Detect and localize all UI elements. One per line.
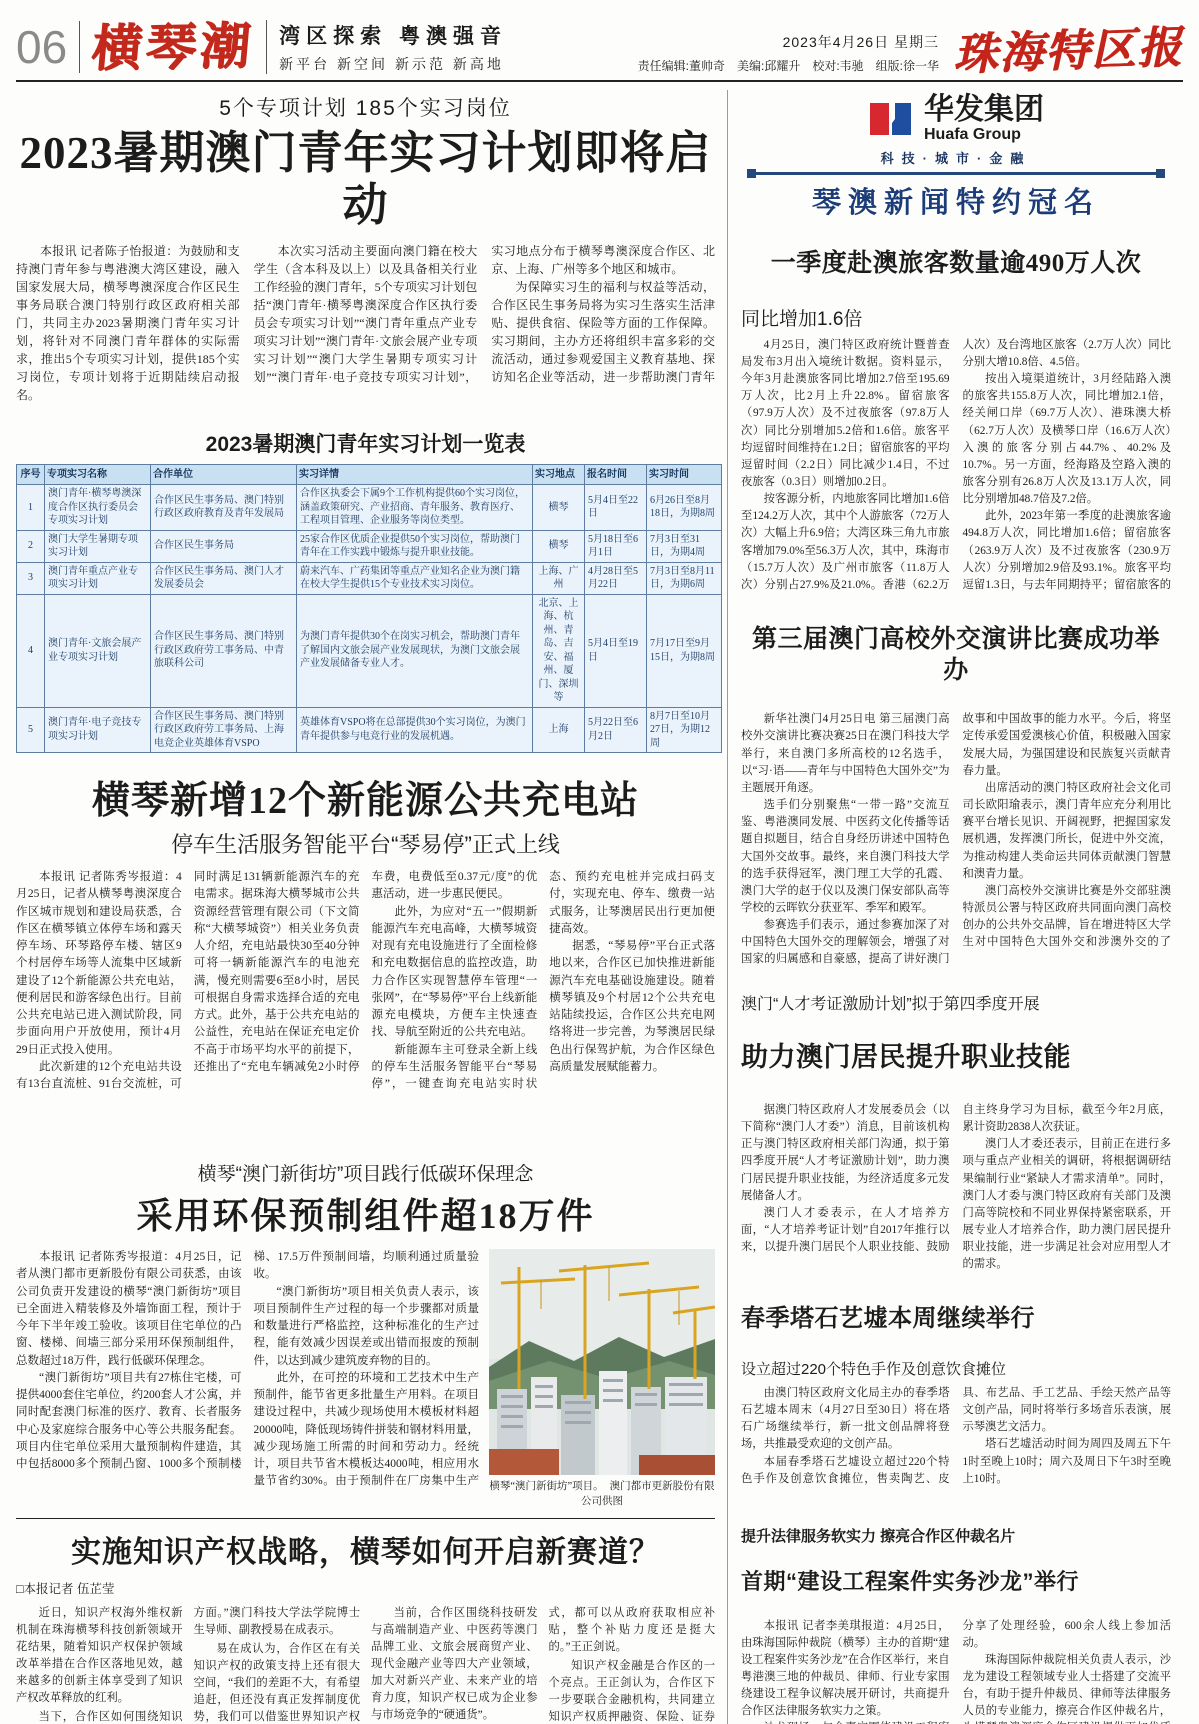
paragraph: 式，都可以从政府获取相应补贴，整个补贴力度还是挺大的。”王正剑说。 (548, 1607, 715, 1653)
huafa-name-en: Huafa Group (924, 125, 1021, 143)
table-title: 2023暑期澳门青年实习计划一览表 (205, 432, 526, 456)
table-cell: 上海 (533, 707, 585, 753)
table-cell: 2 (17, 530, 45, 562)
paragraph: 本报讯 记者陈子怡报道：为鼓励和支持澳门青年参与粤港澳大湾区建设，融入国家发展大局，横琴粤澳深度合作区民生事务局联合澳门特别行政区政府相关部门，共同主办2023暑期澳门青年实习计划，将针对不同澳门青年群体的实际需求，推出5个专项实习计划，提供185个实习岗位，专项计划将于近期陆续启动报名。 (16, 243, 240, 402)
article-body (741, 1385, 1171, 1513)
col-header: 专项实习名称 (45, 464, 151, 485)
table-cell: 北京、上海、杭州、青岛、吉安、福州、厦门、深圳等 (533, 594, 585, 707)
article-talent (741, 991, 1171, 1280)
divider (79, 21, 80, 73)
paragraph: 新能源车主可登录全新上线的停车生活服务智能平台“琴易停”，一键查询充电站实时状态、预约充电桩并完成扫码支付，实现充电、停车、缴费一站式服务，让琴澳居民出行更加便捷高效。 (371, 871, 715, 1090)
article-internship (16, 92, 715, 753)
huafa-name-cn: 华发集团 (924, 93, 1044, 126)
huafa-logo-text (924, 94, 1044, 144)
table-row (17, 594, 722, 707)
paragraph: 按出入境渠道统计，3月经陆路入澳的旅客共155.8万人次，同比增加2.1倍，经关闸口岸（69.7万人次）、港珠澳大桥（62.7万人次）及横琴口岸（16.6万人次）入澳的旅客分别占44.7%、40.2%及10.7%。另一方面，经海路及空路入澳的旅客分别有26.8万人次及13.1万人次，同比分别增加48.7倍及7.2倍。 (962, 373, 1171, 506)
paragraph: 本报讯 记者陈秀岑报道：4月25日，记者从澳门都市更新股份有限公司获悉，由该公司负责开发建设的横琴“澳门新街坊”项目已全面进入精装修及外墙饰面工程，预计于今年下半年竣工验收。该项目住宅单位的凸窗、楼梯、间墙三部分采用环保预制组件，总数超过18万件，践行低碳环保理念。 (16, 1251, 242, 1367)
table-cell: 合作区民生事务局 (151, 530, 297, 562)
table-cell: 合作区民生事务局、澳门特别行政区政府劳工事务局、上海电竞企业英雄体育VSPO (151, 707, 297, 753)
article-body (741, 711, 1171, 979)
paragraph: 知识产权金融是合作区的一个亮点。王正剑认为，合作区下一步要联合金融机构，共同建立知识产权质押融资、保险、证券 (548, 1659, 715, 1723)
article-kicker: 5个专项计划 185个实习岗位 (219, 97, 512, 120)
issue-date: 2023年4月26日 星期三 (782, 34, 939, 50)
col-header: 实习时间 (647, 464, 722, 485)
article-kicker: 提升法律服务软实力 擦亮合作区仲裁名片 (741, 1528, 1016, 1545)
paragraph: 分享了处理经验，600余人线上参加活动。 (962, 1619, 1171, 1649)
table-cell: 英雄体育VSPO将在总部提供30个实习岗位，为澳门青年提供参与电竞行业的发展机遇。 (297, 707, 533, 753)
table-cell: 1 (17, 485, 45, 531)
body-column-2 (194, 1605, 361, 1724)
table-cell: 5 (17, 707, 45, 753)
huafa-logo-icon (868, 96, 914, 142)
paragraph: 方面。”澳门科技大学法学院博士生导师、副教授易在成表示。 (193, 1607, 360, 1636)
article-body (16, 1605, 715, 1724)
paragraph: 参赛选手们表示，通过参赛加深了对中国特色大国外交的理解领会，增强了对国家的归属感和自豪感，提高了讲好澳门故事和中国故事的能力水平。今后，将坚定传承爱国爱澳核心价值，积极融入国家发展大局，为强国建设和民族复兴贡献青春力量。 (741, 713, 1171, 966)
article-subhead: 设立超过220个特色手作及创意饮食摊位 (741, 1361, 1007, 1378)
table-cell: 澳门青年重点产业专项实习计划 (45, 562, 151, 594)
paragraph: 此外，为应对“五一”假期新能源汽车充电高峰，大横琴城资对现有充电设施进行了全面检修和充电数据信息的监控改造，助力合作区实现智慧停车管理“一张网”，在“琴易停”平台上线新能源充电模块，方便车主快速查找、导航至附近的公共充电站。 (371, 905, 538, 1039)
article-salon (741, 1525, 1171, 1724)
article-subhead: 同比增加1.6倍 (741, 308, 863, 330)
article-body (741, 1102, 1171, 1280)
construction-photo (489, 1249, 715, 1475)
paragraph: 本次实习活动主要面向澳门籍在校大学生（含本科及以上）以及具备相关行业工作经验的澳门青年，5个专项实习计划包括“澳门青年·横琴粤澳深度合作区执行委员会专项实习计划”“澳门青年重点产业专项实习计划”“澳门青年·文旅会展产业专项实习计划”“澳门大学生暑期专项实习计划”“澳门青年·电子竞技专项实习计划”，实习地点分布于横琴粤澳深度合作区、北京、上海、广州等多个地区和城市。 (253, 243, 715, 384)
article-visitors (741, 248, 1171, 599)
table-cell: 7月3日至31日，为期4周 (647, 530, 722, 562)
article-headline: 春季塔石艺墟本周继续举行 (741, 1306, 1035, 1332)
masthead-block (16, 17, 508, 77)
article-headline: 第三届澳门高校外交演讲比赛成功举办 (751, 625, 1160, 684)
paragraph: 澳门高校外交演讲比赛是外交部驻澳特派员公署与特区政府共同面向澳门高校创办的公共外交品牌，旨在增进特区大学生对中国特色大国外交和涉澳外交的了 (962, 884, 1171, 949)
table-cell: 5月4日至19日 (585, 594, 647, 707)
col-header: 实习详情 (297, 464, 533, 485)
table-cell: 5月4日至22日 (585, 485, 647, 531)
article-subhead: 停车生活服务智能平台“琴易停”正式上线 (171, 832, 560, 857)
table-row (17, 530, 722, 562)
table-cell: 合作区执委会下属9个工作机构提供60个实习岗位，涵盖政策研究、产业招商、青年服务、教育医疗、工程项目管理、企业服务等岗位类型。 (297, 485, 533, 531)
table-cell: 7月17日至9月15日，为期8周 (647, 594, 722, 707)
article-headline: 横琴新增12个新能源公共充电站 (91, 780, 639, 822)
internship-table (16, 464, 722, 754)
table-row (17, 485, 722, 531)
table-row (17, 707, 722, 753)
huafa-tagline: 科技·城市·金融 (880, 150, 1032, 166)
dateline (638, 32, 939, 74)
table-row (17, 562, 722, 594)
paragraph: 近日，知识产权海外维权新机制在珠海横琴科技创新领域开花结果，随着知识产权保护领域改革举措在合作区落地见效，越来越多的创新主体享受到了知识产权改革释放的红利。 (16, 1607, 183, 1704)
paragraph: 据悉，“琴易停”平台正式落地以来，合作区已加快推进新能源汽车充电基础设施建设。随着横琴镇及9个村居12个公共充电站陆续投运，合作区公共充电网络将进一步完善，为琴澳居民绿色出行保驾护航，为合作区绿色高质量发展赋能蓄力。 (549, 940, 715, 1073)
table-cell: 7月3日至8月11日，为期6周 (647, 562, 722, 594)
paragraph: 据澳门特区政府人才发展委员会（以下简称“澳门人才委”）消息，目前该机构正与澳门特区政府相关部门沟通，拟于第四季度开展“人才考证激励计划”，助力澳门居民提升职业技能，为经济适度多元发展储备人才。 (741, 1104, 950, 1202)
article-headline: 2023暑期澳门青年实习计划即将启动 (19, 128, 712, 230)
paragraph: 此外，2023年第一季度的赴澳旅客逾494.8万人次，同比增加1.6倍；留宿旅客（263.9万人次）及不过夜旅客（230.9万人次）分别增加2.9倍及93.1%。旅客平均逗留1.3日，与去年同期持平；留宿旅客的 (962, 510, 1171, 591)
table-cell: 3 (17, 562, 45, 594)
article-kicker: 澳门“人才考证激励计划”拟于第四季度开展 (741, 996, 1040, 1014)
table-cell: 合作区民生事务局、澳门人才发展委员会 (151, 562, 297, 594)
paragraph: 澳门人才委表示，在人才培养方面，“人才培养考证计划”自2017年推行以来，以提升澳门居民个人职业技能、鼓励自主终身学习为目标，截至今年2月底，累计资助2838人次获证。 (741, 1104, 1171, 1254)
table-cell: 合作区民生事务局、澳门特别行政区政府劳工事务局、中青旅联科公司 (151, 594, 297, 707)
slogan-primary: 湾区探索 粤澳强音 (279, 25, 508, 48)
page-content (16, 90, 1183, 1724)
table-cell: 上海、广州 (533, 562, 585, 594)
table-cell: 澳门青年·横琴粤澳深度合作区执行委员会专项实习计划 (45, 485, 151, 531)
paragraph: 本报讯 记者陈秀岑报道：4月25日，记者从横琴粤澳深度合作区城市规划和建设局获悉，合作区在横琴镇立体停车场和露天停车场、环琴路停车楼、辖区9个村居停车场等人流集中区域新建设了12个新能源公共充电站，便利居民和游客绿色出行。目前公共充电站已进入测试阶段，同步面向用户开放使用，预计4月29日正式投入使用。 (16, 871, 182, 1056)
paragraph: 珠海国际仲裁院相关负责人表示，沙龙为建设工程领域专业人士搭建了交流平台，有助于提升仲裁员、律师等法律服务人员的专业能力，擦亮合作区仲裁名片， (962, 1653, 1171, 1718)
article-body (741, 337, 1171, 599)
col-header: 序号 (17, 464, 45, 485)
huafa-sponsor-block (741, 90, 1171, 223)
article-prefab (16, 1159, 715, 1508)
table-cell: 为澳门青年提供30个在岗实习机会，帮助澳门青年了解国内文旅会展产业发展现状，为澳门文旅会展产业发展储备专业人才。 (297, 594, 533, 707)
paragraph: 当下，合作区如何围绕知识 (38, 1710, 183, 1723)
table-cell: 横琴 (533, 485, 585, 531)
paragraph: 选手们分别聚焦“一带一路”交流互鉴、粤港澳同发展、中医药文化传播等话题自拟题目，结合自身经历讲述中国特色大国外交故事。最终，来自澳门科技大学的选手获得冠军，澳门理工大学的孔霞、澳门大学的赵于仪以及澳门保安部队高等学校的云晖钦分获亚军、季军和殿军。 (741, 799, 950, 914)
paragraph: 此次新建的12个充电站共设有13台直流桩、91台交流桩，可同时满足131辆新能源汽车的充电需求。据珠海大横琴城市公共资源经营管理有限公司（下文简称“大横琴城资”）相关业务负责人介绍，充电站最快30至40分钟可将一辆新能源汽车的电池充满，慢充则需要6至8小时，居民可根据自身需求选择合适的充电方式。此外，基于公共充电站的公益性，充电站在保证充电定价不高于市场平均水平的前提下，还推出了“充电车辆减免2小时停车费，电费低至0.37元/度”的优惠活动，进一步惠民便民。 (16, 871, 538, 1090)
newspaper-name: 珠海特区报 (952, 23, 1184, 80)
banner-divider (749, 172, 1163, 175)
section-slogans (266, 20, 507, 74)
article-kicker: 横琴“澳门新街坊”项目践行低碳环保理念 (197, 1164, 534, 1185)
paper-info (637, 23, 1184, 80)
col-header: 实习地点 (533, 464, 585, 485)
col-header: 合作单位 (151, 464, 297, 485)
paragraph: 按客源分析，内地旅客同比增加1.6倍至124.2万人次，其中个人游旅客（72万人次）大幅上升6.9倍；大湾区珠三角九市旅客增加79.0%至56.3万人次，其中，珠海市（15.7万人次）及广州市旅客（11.8万人次）分别占27.9%及21.0%。香港（62.2万人次）及台湾地区旅客（2.7万人次）同比分别大增10.8倍、4.5倍。 (741, 338, 1171, 591)
paragraph: 由澳门特区政府文化局主办的春季塔石艺墟本周末（4月27日至30日）将在塔石广场继续举行，新一批文创品牌将登场，共推最受欢迎的文创产品。 (741, 1387, 950, 1451)
table-cell: 蔚来汽车、广药集团等重点产业知名企业为澳门籍在校大学生提供15个专业技术实习岗位。 (297, 562, 533, 594)
article-headline: 实施知识产权战略，横琴如何开启新赛道？ (71, 1536, 660, 1569)
right-column (728, 90, 1171, 1724)
table-cell: 澳门青年·电子竞技专项实习计划 (45, 707, 151, 753)
table-cell: 横琴 (533, 530, 585, 562)
body-column-3 (371, 1605, 538, 1724)
photo-credit: 澳门都市更新股份有限公司供图 (581, 1480, 715, 1507)
paragraph: “澳门新街坊”项目相关负责人表示，该项目预制件生产过程的每一个步骤都对质量和数量进行严格监控，这种标准化的生产过程，能有效减少因误差或出错而报废的预制件，以达到减少建筑废弃物的目的。 (253, 1285, 479, 1367)
table-header (17, 464, 722, 485)
article-headline: 一季度赴澳旅客数量逾490万人次 (770, 249, 1142, 277)
table-cell: 4 (17, 594, 45, 707)
body-column-4 (549, 1605, 716, 1724)
table-cell: 5月22日至6月2日 (585, 707, 647, 753)
article-byline: □本报记者 伍芷莹 (16, 1582, 115, 1596)
page-number: 06 (16, 21, 68, 73)
article-body (16, 242, 715, 418)
article-headline: 采用环保预制组件超18万件 (136, 1196, 595, 1236)
table-cell: 6月26日至8月18日，为期8周 (647, 485, 722, 531)
paragraph: 为保障实习生的福利与权益等活动，合作区民生事务局将为实习生落实生活津贴、提供食宿、保险等方面的工作保障。实习期间，主办方还将组织丰富多彩的交流活动，通过参观爱国主义教育基地、探访知名企业等活动，进一步帮助澳门青年 (491, 279, 715, 384)
page-header (16, 10, 1183, 82)
table-body (17, 485, 722, 753)
article-body (741, 1618, 1171, 1724)
article-bazaar (741, 1304, 1171, 1513)
article-speech-contest (741, 624, 1171, 980)
article-headline: 助力澳门居民提升职业技能 (741, 1042, 1071, 1073)
table-cell: 澳门大学生暑期专项实习计划 (45, 530, 151, 562)
table-cell: 8月7日至10月27日，为期12周 (647, 707, 722, 753)
paragraph: 本届春季塔石艺墟设立超过220个特色手作及创意饮食摊位，售卖陶艺、皮具、布艺品、手工艺品、手绘天然产品等文创产品，同时将举行多场音乐表演，展示琴澳艺文活力。 (741, 1387, 1171, 1485)
paragraph: 本报讯 记者李美琪报道：4月25日，由珠海国际仲裁院（横琴）主办的首期“建设工程案件实务沙龙”在合作区举行，来自粤港澳三地的仲裁员、律师、行业专家围绕建设工程争议解决展开研讨，共商提升合作区法律服务软实力之策。 (741, 1619, 950, 1718)
table-cell: 5月18日至6月1日 (585, 530, 647, 562)
col-header: 报名时间 (585, 464, 647, 485)
section-divider (16, 1518, 715, 1519)
paragraph: 当前，合作区围绕科技研发与高端制造产业、中医药等澳门品牌工业、文旅会展商贸产业、现代金融产业等四大产业领域，加大对新兴产业、未来产业的培育力度，知识产权已成为企业参与市场竞争的“硬通货”。 (371, 1607, 538, 1721)
editors-line: 责任编辑:董帅奇 美编:邱耀升 校对:韦驰 组版:徐一华 (637, 59, 939, 73)
table-cell: 合作区民生事务局、澳门特别行政区政府教育及青年发展局 (151, 485, 297, 531)
article-body (16, 869, 715, 1145)
paragraph: 易在成认为，合作区在有关知识产权的政策支持上还有很大空间，“我们的差距不大，有希望追赶，但还没有真正发挥制度优势，我们可以借鉴世界知识产权 (193, 1642, 360, 1723)
section-masthead: 横琴潮 (89, 17, 257, 77)
photo-caption (489, 1478, 715, 1508)
paragraph: 此外，在可控的环境和工艺技术中生产预制件，能节省更多批量生产用料。在项目建设过程中，共减少现场使用木模板材料超20000吨，降低现场铸件拼装和钢材料用量，减少现场施工所需的时间和劳动力。经统计，项目共节省木模板达4000吨，相应用水量节省约30%。由于预制件在厂房集中生产 (253, 1371, 479, 1488)
paragraph: “澳门新街坊”项目共有27栋住宅楼，可提供4000套住宅单位，约200套人才公寓，并同时配套澳门标准的医疗、教育、长者服务中心及家庭综合服务中心等公共服务配套。项目内住宅单位采用大量预制构件建造，其中包括8000多个预制凸窗、1000多个预制楼梯、17.5万件预制间墙，均顺利通过质量验收。 (16, 1251, 479, 1470)
article-charging (16, 769, 715, 1145)
paragraph: 新华社澳门4月25日电 第三届澳门高校外交演讲比赛决赛25日在澳门科技大学举行，来自澳门多所高校的12名选手，以“习·语——青年与中国特色大国外交”为主题展开角逐。 (741, 713, 950, 794)
article-ipr (16, 1527, 715, 1724)
caption-text: 横琴“澳门新街坊”项目。 (489, 1481, 604, 1492)
table-cell: 25家合作区优质企业提供50个实习岗位，帮助澳门青年在工作实践中锻炼与提升职业技能。 (297, 530, 533, 562)
photo-block (489, 1249, 715, 1508)
paragraph: 塔石艺墟活动时间为周四及周五下午1时至晚上10时；周六及周日下午3时至晚上10时。 (962, 1438, 1171, 1485)
article-body (16, 1249, 479, 1505)
table-cell: 澳门青年·文旅会展产业专项实习计划 (45, 594, 151, 707)
table-cell: 4月28日至5月22日 (585, 562, 647, 594)
paragraph: 出席活动的澳门特区政府社会文化司司长欧阳瑜表示，澳门青年应充分利用比赛平台增长见识、开阔视野，把握国家发展机遇，发挥澳门所长，促进中外交流，为推动构建人类命运共同体贡献澳门智慧和澳青力量。 (962, 781, 1171, 880)
paragraph: 4月25日，澳门特区政府统计暨普查局发布3月出入境统计数据。资料显示，今年3月赴澳旅客同比增加2.7倍至195.69万人次，比2月上升22.8%。留宿旅客（97.9万人次）及不过夜旅客（97.8万人次）同比分别增加5.2倍和1.6倍。旅客平均逗留时间维持在1.2日；留宿旅客的平均逗留时间（2.2日）同比减少1.4日，不过夜旅客（0.3日）则增加0.2日。 (741, 338, 950, 488)
article-headline: 首期“建设工程案件实务沙龙”举行 (741, 1569, 1080, 1594)
sponsor-banner: 琴澳新闻特约冠名 (811, 186, 1100, 219)
left-column (16, 90, 728, 1724)
paragraph: 澳门人才委还表示，目前正在进行多项与重点产业相关的调研，将根据调研结果编制行业“紧缺人才需求清单”。同时，澳门人才委与澳门特区政府有关部门及澳门高等院校和不同业界保持紧密联系，开展专业人才培养合作，助力澳门居民提升职业技能，进一步满足社会对应用型人才的需求。 (962, 1138, 1171, 1271)
slogan-secondary: 新平台 新空间 新示范 新高地 (279, 56, 504, 72)
body-column-1 (16, 1605, 183, 1724)
